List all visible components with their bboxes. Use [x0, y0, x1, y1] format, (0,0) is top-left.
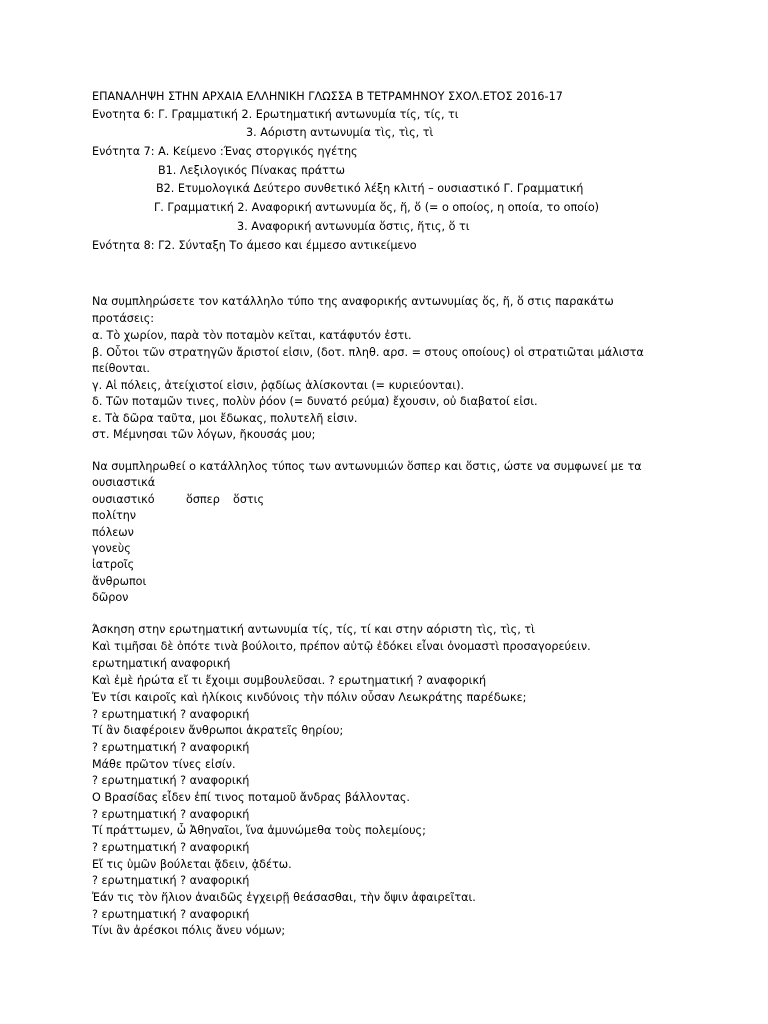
unit-8-syntax-line: Ενότητα 8: Γ2. Σύνταξη Το άμεσο και έμμεσο αντικείμενο	[92, 239, 417, 252]
exercise-3-sentence: Καὶ τιμῆσαι δὲ ὁπότε τινὰ βούλοιτο, πρέπον αὐτῷ ἐδόκει εἶναι ὀνομαστὶ προσαγορεύειν.	[92, 640, 591, 653]
unit-7-relative-pronoun-hostis-line: 3. Αναφορική αντωνυμία ὅστις, ἥτις, ὅ τι	[237, 220, 470, 233]
exercise-3-options: ? ερωτηματική ? αναφορική	[92, 808, 250, 821]
exercise-1-sentence-c: γ. Αἱ πόλεις, ἀτείχιστοί εἰσιν, ῥᾳδίως ἁλίσκονται (= κυριεύονται).	[92, 379, 465, 392]
unit-6-indefinite-pronoun-line: 3. Αόριστη αντωνυμία τὶς, τὶς, τὶ	[246, 126, 434, 139]
exercise-2-column-noun: ουσιαστικό	[92, 493, 155, 506]
exercise-2-noun: ἄνθρωποι	[92, 575, 147, 588]
exercise-3-sentence: Τίνι ἂν ἀρέσκοι πόλις ἄνευ νόμων;	[92, 924, 286, 937]
exercise-1-sentence-e: ε. Τὰ δῶρα ταῦτα, μοι ἔδωκας, πολυτελῆ εἰσιν.	[92, 412, 358, 425]
exercise-2-column-hostis: ὅστις	[233, 493, 265, 506]
unit-7-relative-pronoun-line: Γ. Γραμματική 2. Αναφορική αντωνυμία ὅς, ἥ, ὅ (= ο οποίος, η οποία, το οποίο)	[154, 201, 600, 214]
exercise-2-column-hosper: ὅσπερ	[186, 493, 220, 506]
exercise-3-options: ? ερωτηματική ? αναφορική	[92, 741, 250, 754]
exercise-2-noun: δῶρον	[92, 591, 129, 604]
exercise-2-noun: πολίτην	[92, 509, 137, 522]
unit-6-grammar-line: Ενοτητα 6: Γ. Γραμματική 2. Ερωτηματική αντωνυμία τίς, τίς, τι	[92, 108, 459, 121]
exercise-3-options: ? ερωτηματική ? αναφορική	[92, 774, 250, 787]
unit-7-etymology-line: Β2. Ετυμολογικά Δεύτερο συνθετικό λέξη κλιτή – ουσιαστικό Γ. Γραμματική	[156, 182, 584, 195]
exercise-2-noun: πόλεων	[92, 526, 134, 539]
exercise-1-instruction-cont: προτάσεις:	[92, 312, 155, 325]
exercise-3-sentence: Μάθε πρῶτον τίνες εἰσίν.	[92, 758, 236, 771]
exercise-3-sentence: Τί πράττωμεν, ὦ Ἀθηναῖοι, ἵνα ἀμυνώμεθα τοὺς πολεμίους;	[92, 824, 426, 837]
exercise-3-options: ερωτηματική αναφορική	[92, 657, 231, 670]
unit-7-vocabulary-line: Β1. Λεξιλογικός Πίνακας πράττω	[158, 164, 346, 177]
unit-7-text-line: Ενότητα 7: Α. Κείμενο :Ένας στοργικός ηγέτης	[92, 145, 358, 158]
exercise-3-sentence: Τί ἂν διαφέροιεν ἄνθρωποι ἀκρατεῖς θηρίου;	[92, 724, 344, 737]
exercise-3-sentence: Ἐν τίσι καιροῖς καὶ ἡλίκοις κινδύνοις τὴν πόλιν οὖσαν Λεωκράτης παρέδωκε;	[92, 691, 527, 704]
exercise-2-noun: ἰατροῖς	[92, 558, 135, 571]
exercise-1-sentence-d: δ. Τῶν ποταμῶν τινες, πολὺν ῥόον (= δυνατό ρεύμα) ἔχουσιν, οὐ διαβατοί εἰσι.	[92, 395, 538, 408]
exercise-1-sentence-st: στ. Μέμνησαι τῶν λόγων, ἤκουσάς μου;	[92, 428, 316, 441]
exercise-2-noun: γονεὺς	[92, 542, 131, 555]
exercise-3-sentence: Εἴ τις ὑμῶν βούλεται ᾄδειν, ᾀδέτω.	[92, 858, 292, 871]
exercise-3-sentence: Ο Βρασίδας εἶδεν ἐπί τινος ποταμοῦ ἄνδρας βάλλοντας.	[92, 791, 410, 804]
exercise-3-options: ? ερωτηματική ? αναφορική	[92, 841, 250, 854]
exercise-3-sentence: Καὶ ἐμὲ ἠρώτα εἴ τι ἔχοιμι συμβουλεῦσαι. ? ερωτηματική ? αναφορική	[92, 674, 487, 687]
exercise-2-instruction: Να συμπληρωθεί ο κατάλληλος τύπος των αντωνυμιών ὅσπερ και ὅστις, ώστε να συμφωνεί με τα	[92, 460, 642, 473]
exercise-3-options: ? ερωτηματική ? αναφορική	[92, 708, 250, 721]
exercise-3-title: Άσκηση στην ερωτηματική αντωνυμία τίς, τίς, τί και στην αόριστη τὶς, τὶς, τὶ	[92, 623, 535, 636]
exercise-3-options: ? ερωτηματική ? αναφορική	[92, 874, 250, 887]
exercise-3-sentence: Ἐάν τις τὸν ἥλιον ἀναιδῶς ἐγχειρῇ θεάσασθαι, τὴν ὄψιν ἀφαιρεῖται.	[92, 891, 476, 904]
exercise-3-options: ? ερωτηματική ? αναφορική	[92, 908, 250, 921]
exercise-2-instruction-cont: ουσιαστικά	[92, 476, 156, 489]
exercise-1-sentence-b-cont: πείθονται.	[92, 362, 150, 375]
exercise-1-sentence-b: β. Οὗτοι τῶν στρατηγῶν ἄριστοί εἰσιν, (δοτ. πληθ. αρσ. = στους οποίους) οἱ στρατιῶται μάλιστα	[92, 346, 644, 359]
document-title: ΕΠΑΝΑΛΗΨΗ ΣΤΗΝ ΑΡΧΑΙΑ ΕΛΛΗΝΙΚΗ ΓΛΩΣΣΑ Β ΤΕΤΡΑΜΗΝΟΥ ΣΧΟΛ.ΕΤΟΣ 2016-17	[92, 90, 563, 103]
exercise-1-instruction: Να συμπληρώσετε τον κατάλληλο τύπο της αναφορικής αντωνυμίας ὅς, ἥ, ὅ στις παρακάτω	[92, 295, 614, 308]
exercise-1-sentence-a: α. Τὸ χωρίον, παρὰ τὸν ποταμὸν κεῖται, κατάφυτόν ἐστι.	[92, 329, 412, 342]
